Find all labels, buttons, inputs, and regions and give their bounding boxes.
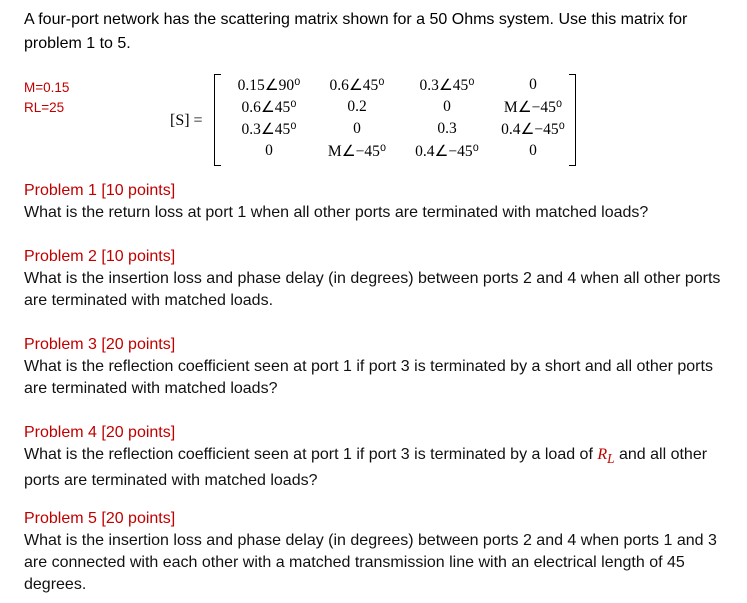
problem-4 [24, 422, 724, 492]
matrix-cell: 0.2 [347, 98, 367, 115]
matrix-cell: 0 [529, 142, 537, 159]
matrix-cell: 0.4∠−45⁰ [501, 121, 565, 138]
matrix-cell: 0.6∠45⁰ [329, 77, 385, 94]
problem-4-text-before: What is the reflection coefficient seen at port 1 if port 3 is terminated by a load of [24, 446, 598, 463]
matrix-cell: 0.3∠45⁰ [419, 77, 475, 94]
problem-5 [24, 508, 724, 596]
matrix-cell: 0.4∠−45⁰ [415, 143, 479, 160]
problem-5-text: What is the insertion loss and phase delay (in degrees) between ports 2 and 4 when ports 1 and 3 are connected with each other with a matched transmission line with an electrical length of 45 degrees. [24, 532, 717, 593]
problem-3 [24, 334, 724, 400]
intro-text: A four-port network has the scattering matrix shown for a 50 Ohms system. Use this matrix for problem 1 to 5. [24, 11, 688, 52]
matrix-left-bracket [214, 74, 221, 166]
matrix-cell: 0 [353, 120, 361, 137]
matrix-cell: 0 [443, 98, 451, 115]
param-m: M=0.15 [24, 80, 70, 95]
problem-1-title: Problem 1 [10 points] [24, 182, 176, 199]
matrix-cell: M∠−45⁰ [327, 143, 387, 160]
matrix-row-2 [224, 98, 566, 120]
rl-symbol-main: R [597, 446, 608, 463]
param-rl: RL=25 [24, 100, 65, 115]
problem-2 [24, 246, 724, 312]
rl-symbol-sub: L [607, 451, 615, 467]
matrix-cell: 0.3∠45⁰ [241, 121, 297, 138]
matrix-cell: 0.15∠90⁰ [237, 77, 301, 94]
matrix-cell: 0.3 [437, 120, 457, 137]
problem-3-title: Problem 3 [20 points] [24, 336, 176, 353]
problem-3-text: What is the reflection coefficient seen at port 1 if port 3 is terminated by a short and all other ports are terminated with matched loads? [24, 358, 713, 397]
problem-4-text-after: and all other ports are terminated with matched loads? [24, 446, 708, 490]
problem-4-title: Problem 4 [20 points] [24, 424, 176, 441]
problem-2-text: What is the insertion loss and phase delay (in degrees) between ports 2 and 4 when all other ports are terminated with matched loads. [24, 270, 721, 309]
problem-4-text [24, 444, 724, 492]
problem-2-title: Problem 2 [10 points] [24, 248, 176, 265]
matrix-row-1 [224, 76, 566, 98]
rl-symbol [597, 446, 615, 467]
matrix-row-4 [224, 142, 566, 164]
problem-5-title: Problem 5 [20 points] [24, 510, 176, 527]
matrix-label: [S] = [170, 112, 203, 129]
matrix-row-3 [224, 120, 566, 142]
scattering-matrix [214, 74, 576, 166]
problem-1-text: What is the return loss at port 1 when all other ports are terminated with matched loads? [24, 204, 649, 221]
matrix-cell: 0 [529, 76, 537, 93]
problem-1 [24, 180, 724, 224]
matrix-cell: 0.6∠45⁰ [241, 99, 297, 116]
matrix-cell: M∠−45⁰ [503, 99, 563, 116]
matrix-cell: 0 [265, 142, 273, 159]
